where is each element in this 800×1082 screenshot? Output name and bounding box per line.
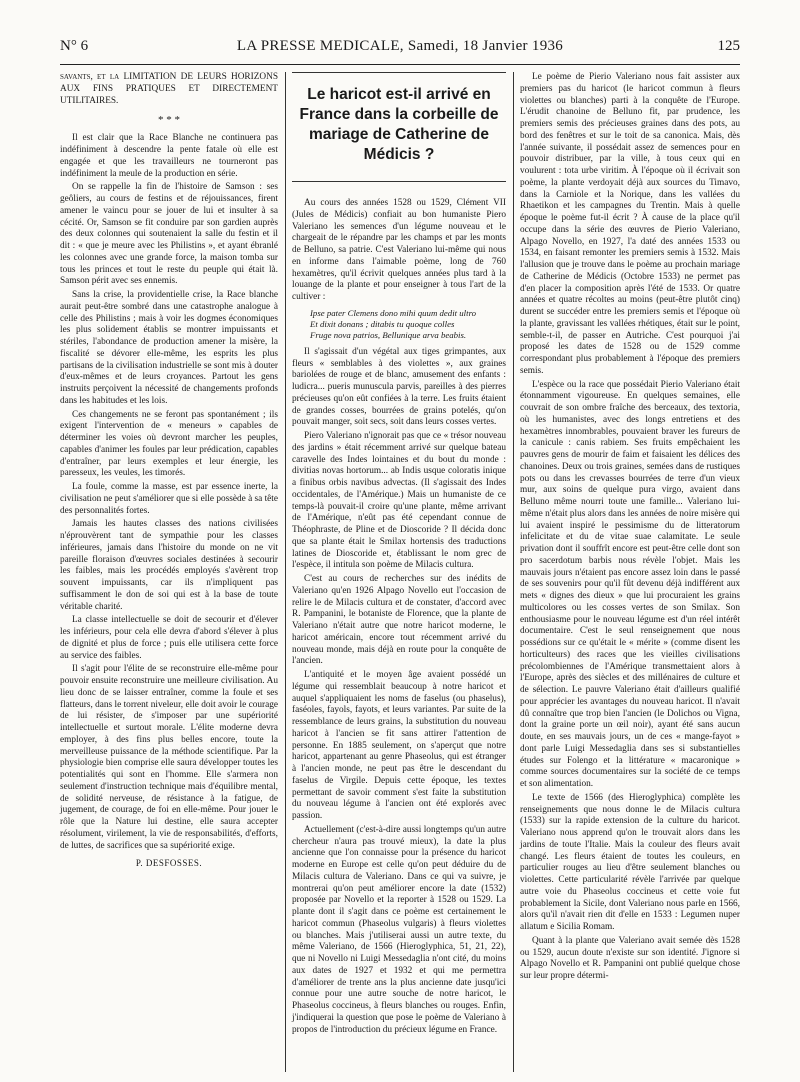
paragraph: Le texte de 1566 (des Hieroglyphica) complète les renseignements que nous donne le de Milacis cultura (1533) sur la rapide extension de la culture du haricot. Valeriano nous apprend qu'on le trouvait alors dans les jardins de toute l'Italie. Mais la couleur des fleurs avait changé. Les fleurs étaient de toutes les couleurs, en particulier rouges au lieu d'être seulement blanches ou violettes. Cette particularité révèle l'arrivée par quelque autre voie du Phaseolus coccineus et cette voie fut probablement la Sicile, dont Valeriano nous parle en 1566, alors qu'il n'avait rien dit d'elle en 1533 : Legumen nuper allatum e Sicilia Romam. xyxy=(520,792,740,932)
paragraph: Sans la crise, la providentielle crise, la Race blanche aurait peut-être sombré dans une catastrophe analogue à celle des Philistins ; mais à voir les dogmes économiques les plus solidement établis se montrer impuissants et stériles, l'abondance de production amener la misère, la fiscalité se dévorer elle-même, les esprits les plus partisans de la civilisation industrielle se sont mis à douter d'eux-mêmes et de leurs croyances. Partout les gens instruits perçoivent la nécessité de changements profonds dans les habitudes et les lois. xyxy=(60,290,278,406)
article-title: Le haricot est-il arrivé en France dans la corbeille de mariage de Catherine de Médicis ? xyxy=(299,86,499,163)
paragraph: Il s'agit pour l'élite de se reconstruire elle-même pour pouvoir ensuite reconstruire une meilleure civilisation. Au lieu donc de se laisser entraîner, comme la foule et ses flatteurs, dans le torrent niveleur, elle doit avoir le courage de lui résister, de s'imposer par une supériorité intellectuelle et surtout morale. L'élite moderne devra employer, à des fins plus belles encore, toute la merveilleuse puissance de la méthode scientifique. Par la physiologie bien comprise elle saura développer toutes les potentialités qui sont en l'homme. Elle s'armera non seulement d'instruction technique mais d'équilibre mental, de solidité nerveuse, de résistance à la fatigue, de jugement, de courage, de foi en elle-même. Pour jouer le rôle que la Nature lui destine, elle saura accepter résolument, virilement, la vie de responsabilités, d'efforts, de luttes, de sacrifices que sa supériorité exige. xyxy=(60,664,278,851)
issue-number: N° 6 xyxy=(60,38,89,54)
page-number: 125 xyxy=(717,38,740,54)
continued-text: savants, et la LIMITATION DE LEURS HORIZONS AUX FINS PRATIQUES ET DIRECTEMENT UTILITAIRES. xyxy=(60,72,278,106)
paragraph: Il est clair que la Race Blanche ne continuera pas indéfiniment à descendre la pente fatale où elle est engagée et que les travailleurs ne tourneront pas indéfiniment la meule de la production en série. xyxy=(60,133,278,179)
column-2 xyxy=(292,72,506,1038)
paragraph: Quant à la plante que Valeriano avait semée dès 1528 ou 1529, aucun doute n'existe sur son identité. J'ignore si Alpago Novello et R. Pampanini ont publié quelque chose sur leur propre détermi- xyxy=(520,935,740,981)
paragraph: Jamais les hautes classes des nations civilisées n'éprouvèrent tant de sympathie pour les classes inférieures, jamais dans l'histoire du monde on ne vit pareille floraison d'œuvres sociales destinées à secourir les faibles, mais les procédés employés s'avèrent trop souvent impuissants, car ils n'impliquent pas suffisamment le don de soi qui est à la base de toute véritable charité. xyxy=(60,519,278,612)
verse-line: Et dixit donans ; ditabis tu quoque colles xyxy=(310,318,455,329)
paragraph: Il s'agissait d'un végétal aux tiges grimpantes, aux fleurs « semblables à des violettes », aux graines bariolées de rouge et de blanc, amusement des enfants : ludicra... pueris munuscula parvis, pareilles à des pierres précieuses qu'on eût confiées à la terre. Les fruits étaient de grandes cosses, bourrées de grains potelés, qu'on pouvait manger, soit secs, soit dans leurs cosses vertes. xyxy=(292,346,506,428)
author-signature: P. DESFOSSES. xyxy=(135,858,203,869)
column-separator xyxy=(285,72,286,1072)
paragraph: Le poème de Pierio Valeriano nous fait assister aux premiers pas du haricot (le haricot commun à fleurs violettes ou blanches) parti à la conquête de l'Europe. L'érudit chanoine de Belluno fit, par prudence, les premiers semis des précieuses graines dans des pots, au bord des fenêtres et sur le toit de sa canonica. Mais, dès l'année suivante, il possédait assez de semences pour en pouvoir distribuer, par la ville, à tous ceux qui en voulurent : tota urbe viritim. À l'époque où il écrivait son poème, la plante verdoyait déjà aux sources du Timavo, dans la Carniole et la Norique, dans les vallées du Rhaetikon et les campagnes du Trentin. Mais à quelle époque le poème fut-il écrit ? À cause de la place qu'il occupe dans la série des œuvres de Pierio Valeriano, Alpago Novello, en 1927, l'a daté des années 1533 ou 1534, en faisant remonter les premiers semis à 1532. Mais l'allusion que je trouve dans le poème au prochain mariage de Catherine de Médicis (Octobre 1533) ne permet pas d'en placer la composition après l'été de 1533. Or quatre années et quatre récoltes au moins (peut-être plutôt cinq) durent se succéder entre les premiers semis et l'époque où la plante, gravissant les vallées rhétiques, était sur le point, semble-t-il, de passer en Autriche. C'est pourquoi j'ai proposé les dates de 1528 ou de 1529 comme correspondant plus probablement à l'époque des premiers semis. xyxy=(520,72,740,376)
paragraph: Au cours des années 1528 ou 1529, Clément VII (Jules de Médicis) confiait au bon humaniste Piero Valeriano les semences d'un légume nouveau et le chargeait de le répandre par les champs et par les monts de Belluno, sa patrie. C'est Valeriano lui-même qui nous en informe dans l'aimable poème, long de 760 hexamètres, qu'il écrivit quelques années plus tard à la louange de la plante et pour enseigner à tous l'art de la cultiver : xyxy=(292,198,506,302)
column-1 xyxy=(60,72,278,870)
paragraph: La classe intellectuelle se doit de secourir et d'élever les inférieurs, pour cela elle devra d'abord s'élever à plus de dignité et plus de force ; puis elle utilisera cette force au service des faibles. xyxy=(60,615,278,661)
column-separator xyxy=(513,72,514,1072)
paragraph: Ces changements ne se feront pas spontanément ; ils exigent l'intervention de « meneurs » capables de déterminer les voies où devront marcher les peuples, capables d'animer les foules par leur prédication, capables d'entraîner, par leurs exemples et leur énergie, les paresseux, les veules, les timorés. xyxy=(60,409,278,479)
column-3 xyxy=(520,72,740,985)
paragraph: La foule, comme la masse, est par essence inerte, la civilisation ne peut s'améliorer que si elle possède à sa tête des personnalités fortes. xyxy=(60,482,279,516)
verse-line: Ipse pater Clemens dono mihi quum dedit ultro xyxy=(310,307,477,318)
paragraph: L'espèce ou la race que possédait Pierio Valeriano était étonnamment vigoureuse. En quelques semaines, elle couvrait de son ombre fraîche des berceaux, des textoria, où les humanistes, avec des longs entretiens et des hexamètres innombrables, pouvaient braver les fureurs de la canicule : canis rabiem. Ses fruits empêchaient les pauvres gens de mourir de faim et faisaient les délices des chanoines. Deux ou trois graines, semées dans de rustiques pots ou dans les crevasses bourrées de terre d'un vieux mur, aux soins de quelque pura virgo, avaient dans Belluno même nourri toute une famille... Valeriano lui-même n'était plus alors dans les années de noire misère qui lui avaient inspiré le pessimisme du de litteratorum infelicitate et du de vitae suae calamitate. Le seule privation dont il souffrît encore est peut-être celle dont son pro sacerdotum barbis nous révèle l'objet. Mais les mauvais jours n'étaient pas encore assez loin dans le passé de ses souvenirs pour qu'il fût devenu déjà indifférent aux mets « dignes des dieux » que lui procuraient les grains multicolores ou les cosses vertes de son Smilax. Son enthousiasme pour le nouveau légume est d'un réel intérêt documentaire. C'est le seul renseignement que nous possédions sur ce qu'était le « mérite » (comme disent les horticulteurs) des races que les vieilles civilisations précolombiennes de l'Amérique transmettaient alors à l'Europe, après des siècles et des millénaires de culture et de sélection. Le pauvre Valeriano était d'ailleurs qualifié pour apprécier les avantages du nouveau haricot. Il n'avait dû connaître que trop bien l'ancien (le Dolichos ou Vigna, dont la graine porte un œil noir), ayant été sans aucun doute, en ses mauvais jours, un de ces « mange-fayot » dont parle Luigi Messedaglia dans ses si substantielles études sur Folengo et la littérature « macaronique » comme sources documentaires sur la société de ce temps et son alimentation. xyxy=(520,379,740,789)
verse-line: Fruge nova patrios, Bellunique arva beabis. xyxy=(310,329,467,340)
paragraph: Actuellement (c'est-à-dire aussi longtemps qu'un autre chercheur n'aura pas trouvé mieux), la date la plus ancienne que l'on connaisse pour la présence du haricot moderne en Europe est celle qu'on peut déduire du de Milacis cultura de Valeriano. Dans ce qui va suivre, je montrerai qu'on peut améliorer encore la date (1532) proposée par Novello et la reporter à 1528 ou 1529. La plante dont il s'agit dans ce poème est certainement le haricot commun (Phaseolus vulgaris) à fleurs violettes ou blanches. Mais j'utiliserai aussi un autre texte, du même Valeriano, de 1566 (Hieroglyphica, 51, 21, 22), que ni Novello ni Luigi Messedaglia n'ont cité, du moins aux dates de 1927 et 1932 et qui me permettra d'améliorer de trente ans la plus ancienne date jusqu'ici connue pour une autre souche de notre haricot, le Phaseolus coccineus, à fleurs blanches ou rouges. Enfin, j'indiquerai la question que pose le poème de Valeriano à propos de l'introduction du précieux légume en France. xyxy=(292,824,506,1035)
paragraph: C'est au cours de recherches sur des inédits de Valeriano qu'en 1926 Alpago Novello eut l'occasion de relire le de Milacis cultura et de constater, d'accord avec R. Pampanini, le botaniste de Florence, que la plante de Valeriano n'était autre que notre haricot moderne, le haricot américain, encore tout récemment arrivé du nouveau monde, mais déjà en route pour la conquête de l'ancien. xyxy=(292,574,506,667)
paragraph: L'antiquité et le moyen âge avaient possédé un légume qui ressemblait beaucoup à notre haricot et auquel s'appliquaient les noms de faselus (ou phaselus), faséoles, fayols, fayots, et leurs variantes. Par suite de la ressemblance de leurs grains, la substitution du nouveau haricot à l'ancien se fit sans attirer l'attention de personne. En 1885 seulement, on s'aperçut que notre haricot, appartenant au genre Phaseolus, qui est étranger à l'ancien monde, ne peut pas être le descendant du faselus de Virgile. Depuis cette époque, les textes permettant de savoir comment s'est faite la substitution du nouveau légume à l'ancien ont été explorés avec passion. xyxy=(292,670,506,821)
header-rule xyxy=(60,64,740,65)
running-head xyxy=(60,38,740,64)
section-break-stars: * * * xyxy=(158,114,180,127)
paragraph: Piero Valeriano n'ignorait pas que ce « trésor nouveau des jardins » était récemment arrivé sur quelque bateau caravelle des Indes lointaines et du bout du monde : divitias novas hortorum... ab Indis usque coloratis inique a finibus orbis navibus advectas. (Il s'agissait des Indes occidentales, de l'Amérique.) Mais un humaniste de ce temps-là pouvait-il croire qu'une plante, même arrivant de l'Amérique, n'eût pas été cependant connue de Théophraste, de Pline et de Dioscoride ? Il décida donc que sa plante était le Smilax hortensis des traductions latines de Dioscoride et, établissant le nom grec de l'espèce, il intitula son poème de Milacis cultura. xyxy=(292,431,506,571)
latin-verse xyxy=(310,308,506,341)
article-title-box xyxy=(292,72,506,182)
journal-title: LA PRESSE MEDICALE, Samedi, 18 Janvier 1936 xyxy=(236,38,564,54)
paragraph: On se rappelle la fin de l'histoire de Samson : ses geôliers, au cours de festins et de réjouissances, firent amener le vaincu pour se jouer de lui et insulter à sa cécité. Or, Samson se fit conduire par son gardien auprès des deux colonnes qui soutenaient la salle du festin et il dit : « que je meure avec les Philistins », et ayant ébranlé les colonnes avec une grande force, la maison tomba sur tous les princes et tout le reste du peuple qui était là. Samson périt avec ses ennemis. xyxy=(60,182,278,287)
